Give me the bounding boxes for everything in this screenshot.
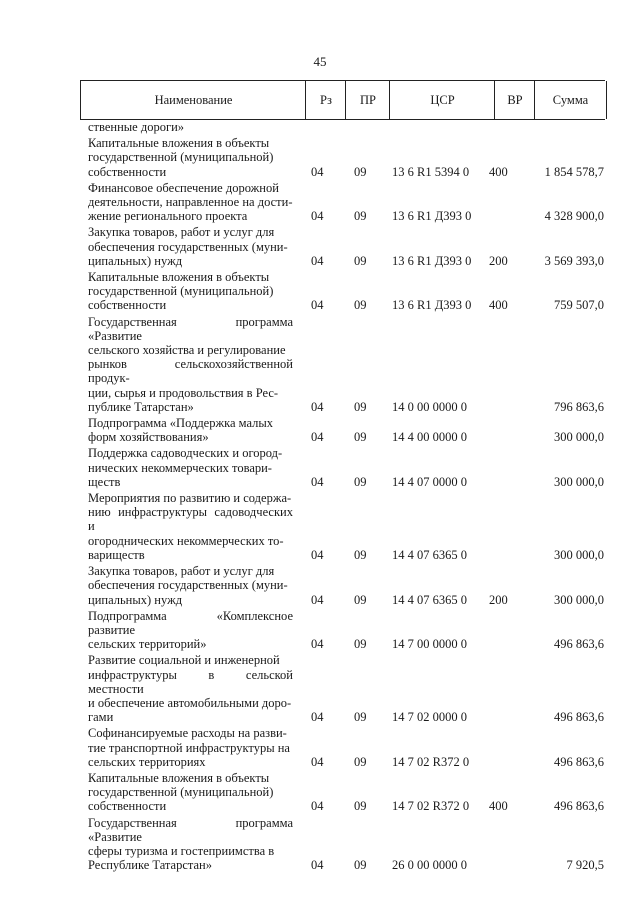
- row-rz: 04: [311, 399, 324, 414]
- row-name-line: Развитие социальной и инженерной: [88, 653, 280, 668]
- header-rz: Рз: [305, 81, 346, 119]
- page-number: 45: [313, 54, 327, 69]
- row-rz: 04: [311, 209, 324, 224]
- row-name: [88, 816, 293, 873]
- row-name: [88, 136, 293, 179]
- row-name-line: Республике Татарстан»: [88, 858, 212, 873]
- table-row: [88, 816, 608, 873]
- row-sum: 1 854 578,7: [544, 164, 604, 179]
- header-vr: ВР: [494, 81, 535, 119]
- row-name: [88, 609, 293, 652]
- row-vr: 400: [489, 298, 508, 313]
- row-name-line: ципальных) нужд: [88, 253, 183, 268]
- row-rz: 04: [311, 430, 324, 445]
- row-csr: 13 6 R1 5394 0: [392, 164, 470, 179]
- row-name-line: ции, сырья и продовольствия в Рес-: [88, 385, 279, 400]
- row-csr: 14 7 02 0000 0: [392, 710, 467, 725]
- row-name-line: собственности: [88, 164, 167, 179]
- row-rz: 04: [311, 754, 324, 769]
- row-csr: 14 0 00 0000 0: [392, 399, 467, 414]
- row-name-line: Капитальные вложения в объекты: [88, 770, 270, 785]
- row-name: [88, 446, 293, 489]
- table-row: [88, 315, 608, 414]
- row-name-line: сельского хозяйства и регулирование: [88, 343, 286, 358]
- row-sum: 300 000,0: [554, 547, 604, 562]
- table-row: [88, 181, 608, 224]
- table-row: [88, 270, 608, 313]
- row-name-line: нию инфраструктуры садоводческих и: [88, 505, 293, 534]
- row-csr: 14 4 00 0000 0: [392, 430, 467, 445]
- row-pr: 09: [354, 637, 367, 652]
- row-name: [88, 771, 293, 814]
- row-name: [88, 270, 293, 313]
- row-name-line: Поддержка садоводческих и огород-: [88, 446, 283, 461]
- row-csr: 13 6 R1 Д393 0: [392, 298, 472, 313]
- row-name-line: Финансовое обеспечение дорожной: [88, 180, 279, 195]
- table-row: [88, 225, 608, 268]
- row-name-line: публике Татарстан»: [88, 399, 194, 414]
- row-name-line: обеспечения государственных (муни-: [88, 578, 288, 593]
- row-pr: 09: [354, 799, 367, 814]
- row-sum: 3 569 393,0: [544, 253, 604, 268]
- row-pr: 09: [354, 474, 367, 489]
- table-row: [88, 771, 608, 814]
- row-sum: 496 863,6: [554, 710, 604, 725]
- row-name-line: ществ: [88, 474, 121, 489]
- table-row: [88, 564, 608, 607]
- row-name-line: форм хозяйствования»: [88, 430, 209, 445]
- row-name: [88, 120, 293, 134]
- header-sum: Сумма: [534, 81, 607, 119]
- row-rz: 04: [311, 799, 324, 814]
- row-csr: 13 6 R1 Д393 0: [392, 253, 472, 268]
- table-row: [88, 136, 608, 179]
- row-rz: 04: [311, 474, 324, 489]
- row-name-line: сельских территориях: [88, 754, 206, 769]
- row-name-line: обеспечения государственных (муни-: [88, 239, 288, 254]
- row-name-line: гами: [88, 710, 114, 725]
- row-name-line: рынков сельскохозяйственной продук-: [88, 357, 293, 386]
- row-name-line: сельских территорий»: [88, 637, 207, 652]
- table-body: [88, 120, 608, 874]
- table-row: [88, 653, 608, 724]
- table-row: [88, 446, 608, 489]
- row-vr: 400: [489, 164, 508, 179]
- row-vr: 200: [489, 253, 508, 268]
- row-name-line: и обеспечение автомобильными доро-: [88, 695, 292, 710]
- row-sum: 759 507,0: [554, 298, 604, 313]
- row-rz: 04: [311, 592, 324, 607]
- row-pr: 09: [354, 298, 367, 313]
- row-rz: 04: [311, 164, 324, 179]
- row-sum: 496 863,6: [554, 637, 604, 652]
- row-rz: 04: [311, 547, 324, 562]
- row-vr: 400: [489, 799, 508, 814]
- row-name-line: ципальных) нужд: [88, 592, 183, 607]
- row-name-line: Закупка товаров, работ и услуг для: [88, 225, 275, 240]
- row-rz: 04: [311, 253, 324, 268]
- row-rz: 04: [311, 298, 324, 313]
- row-csr: 13 6 R1 Д393 0: [392, 209, 472, 224]
- row-name: [88, 726, 293, 769]
- row-name: [88, 491, 293, 562]
- row-pr: 09: [354, 592, 367, 607]
- row-name-line: вариществ: [88, 547, 145, 562]
- row-name-line: Софинансируемые расходы на разви-: [88, 726, 287, 741]
- header-pr: ПР: [345, 81, 390, 119]
- row-csr: 14 7 00 0000 0: [392, 637, 467, 652]
- header-name: Наименование: [80, 81, 306, 119]
- row-sum: 4 328 900,0: [544, 209, 604, 224]
- row-name: [88, 225, 293, 268]
- header-csr: ЦСР: [389, 81, 495, 119]
- row-name-line: нических некоммерческих товари-: [88, 460, 272, 475]
- row-name-line: инфраструктуры в сельской местности: [88, 667, 293, 696]
- row-name-line: деятельности, направленное на дости-: [88, 195, 293, 210]
- row-pr: 09: [354, 754, 367, 769]
- row-csr: 14 4 07 6365 0: [392, 592, 467, 607]
- row-pr: 09: [354, 547, 367, 562]
- row-name-line: Подпрограмма «Комплексное развитие: [88, 608, 293, 637]
- row-name-line: собственности: [88, 298, 167, 313]
- row-pr: 09: [354, 253, 367, 268]
- row-sum: 300 000,0: [554, 474, 604, 489]
- row-sum: 7 920,5: [566, 858, 604, 873]
- row-name-line: ственные дороги»: [88, 120, 185, 134]
- row-pr: 09: [354, 164, 367, 179]
- row-name-line: тие транспортной инфраструктуры на: [88, 740, 290, 755]
- row-name: [88, 416, 293, 444]
- row-name: [88, 653, 293, 724]
- row-csr: 14 4 07 0000 0: [392, 474, 467, 489]
- row-name-line: Подпрограмма «Поддержка малых: [88, 416, 274, 431]
- row-name-line: государственной (муниципальной): [88, 150, 274, 165]
- table-row: [88, 120, 608, 134]
- row-csr: 14 7 02 R372 0: [392, 754, 470, 769]
- row-pr: 09: [354, 209, 367, 224]
- row-name-line: Мероприятия по развитию и содержа-: [88, 491, 292, 506]
- row-csr: 14 7 02 R372 0: [392, 799, 470, 814]
- row-csr: 26 0 00 0000 0: [392, 858, 467, 873]
- row-name-line: государственной (муниципальной): [88, 284, 274, 299]
- row-sum: 496 863,6: [554, 799, 604, 814]
- row-name-line: огороднических некоммерческих то-: [88, 533, 284, 548]
- table-row: [88, 726, 608, 769]
- row-name-line: Государственная программа «Развитие: [88, 815, 293, 844]
- row-name: [88, 564, 293, 607]
- row-name-line: собственности: [88, 799, 167, 814]
- row-name-line: Закупка товаров, работ и услуг для: [88, 564, 275, 579]
- row-rz: 04: [311, 858, 324, 873]
- row-pr: 09: [354, 710, 367, 725]
- row-sum: 300 000,0: [554, 592, 604, 607]
- table-row: [88, 416, 608, 444]
- row-csr: 14 4 07 6365 0: [392, 547, 467, 562]
- row-name-line: сферы туризма и гостеприимства в: [88, 843, 275, 858]
- row-name-line: государственной (муниципальной): [88, 785, 274, 800]
- row-sum: 496 863,6: [554, 754, 604, 769]
- row-pr: 09: [354, 430, 367, 445]
- row-name: [88, 315, 293, 414]
- row-name: [88, 181, 293, 224]
- row-name-line: Капитальные вложения в объекты: [88, 136, 270, 151]
- table-row: [88, 491, 608, 562]
- row-name-line: Государственная программа «Развитие: [88, 314, 293, 343]
- row-sum: 796 863,6: [554, 399, 604, 414]
- row-pr: 09: [354, 399, 367, 414]
- row-rz: 04: [311, 710, 324, 725]
- row-pr: 09: [354, 858, 367, 873]
- row-vr: 200: [489, 592, 508, 607]
- row-name-line: Капитальные вложения в объекты: [88, 270, 270, 285]
- row-rz: 04: [311, 637, 324, 652]
- row-name-line: жение регионального проекта: [88, 209, 248, 224]
- table-header: [80, 80, 605, 120]
- table-row: [88, 609, 608, 652]
- row-sum: 300 000,0: [554, 430, 604, 445]
